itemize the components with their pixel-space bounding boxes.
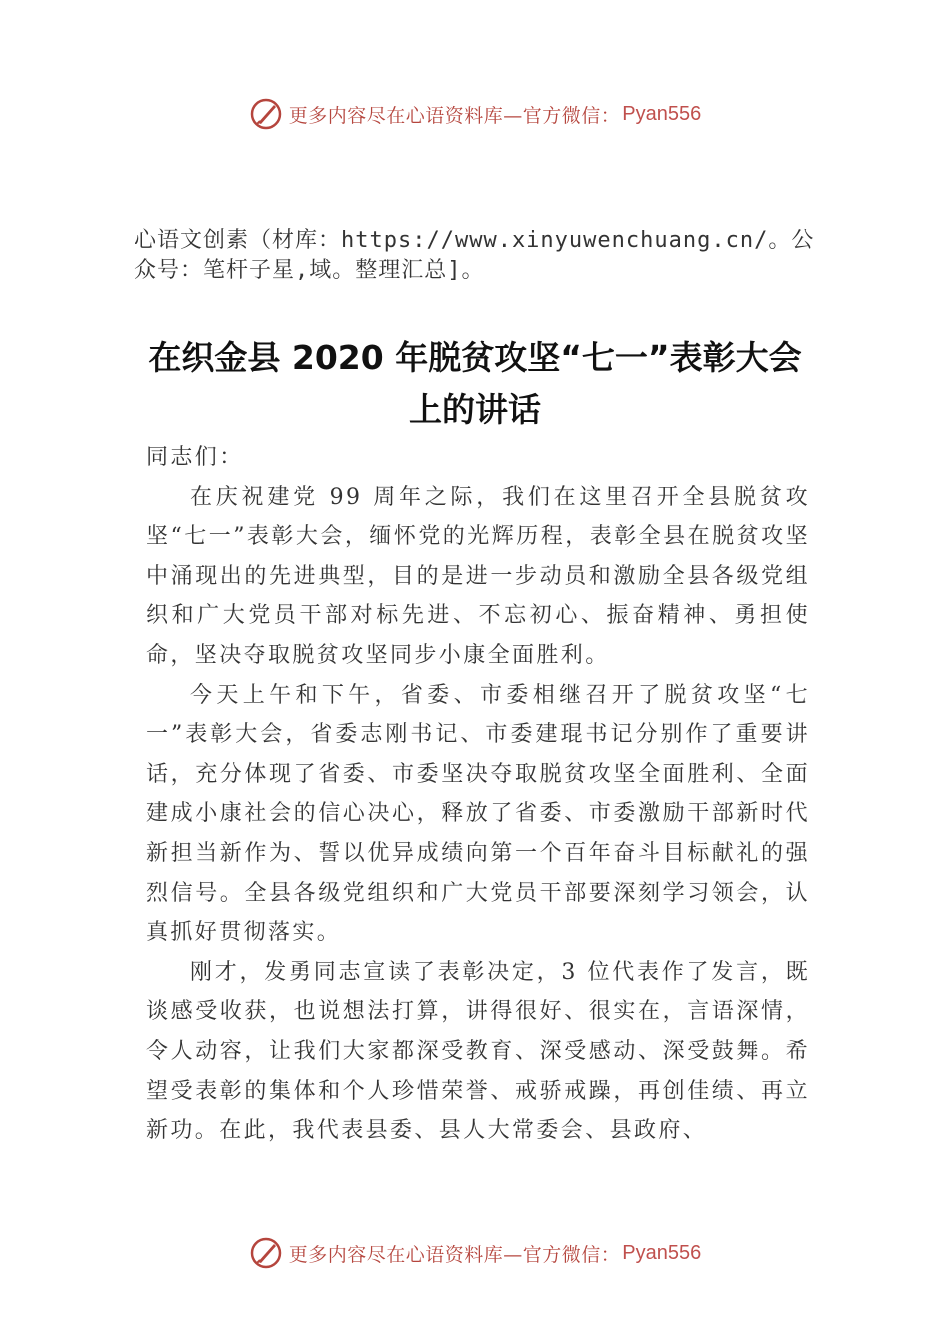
document-body xyxy=(146,438,810,1151)
document-title: 在织金县 2020 年脱贫攻坚“七一”表彰大会上的讲话 xyxy=(148,338,802,430)
wechat-id: Pyan556 xyxy=(622,102,702,125)
header-banner xyxy=(0,94,950,134)
footer-banner xyxy=(0,1233,950,1273)
paragraph: 刚才，发勇同志宣读了表彰决定，3 位代表作了发言，既谈感受收获，也说想法打算，讲得很好、很实在，言语深情，令人动容，让我们大家都深受教育、深受感动、深受鼓舞。希望受表彰的集体和个人珍惜荣誉、戒骄戒躁，再创佳绩、再立新功。在此，我代表县委、县人大常委会、县政府、 xyxy=(146,959,810,1144)
paragraph: 在庆祝建党 99 周年之际，我们在这里召开全县脱贫攻坚“七一”表彰大会，缅怀党的光辉历程，表彰全县在脱贫攻坚中涌现出的先进典型，目的是进一步动员和激励全县各级党组织和广大党员干部对标先进、不忘初心、振奋精神、勇担使命，坚决夺取脱贫攻坚同步小康全面胜利。 xyxy=(146,484,810,668)
quill-pen-logo-icon xyxy=(249,1236,283,1270)
banner-text: 更多内容尽在心语资料库—官方微信： xyxy=(288,104,621,127)
banner-text: 更多内容尽在心语资料库—官方微信： xyxy=(288,1243,621,1266)
quill-pen-logo-icon xyxy=(249,97,283,131)
wechat-id: Pyan556 xyxy=(622,1241,702,1264)
source-note: 心语文创素（材库：https://www.xinyuwenchuang.cn/。公众号：笔杆子星,域。整理汇总]。 xyxy=(134,228,815,283)
paragraph: 今天上午和下午，省委、市委相继召开了脱贫攻坚“七一”表彰大会，省委志刚书记、市委建琨书记分别作了重要讲话，充分体现了省委、市委坚决夺取脱贫攻坚全面胜利、全面建成小康社会的信心决心，释放了省委、市委激励干部新时代新担当新作为、誓以优异成绩向第一个百年奋斗目标献礼的强烈信号。全县各级党组织和广大党员干部要深刻学习领会，认真抓好贯彻落实。 xyxy=(146,682,810,946)
greeting: 同志们： xyxy=(146,445,244,470)
